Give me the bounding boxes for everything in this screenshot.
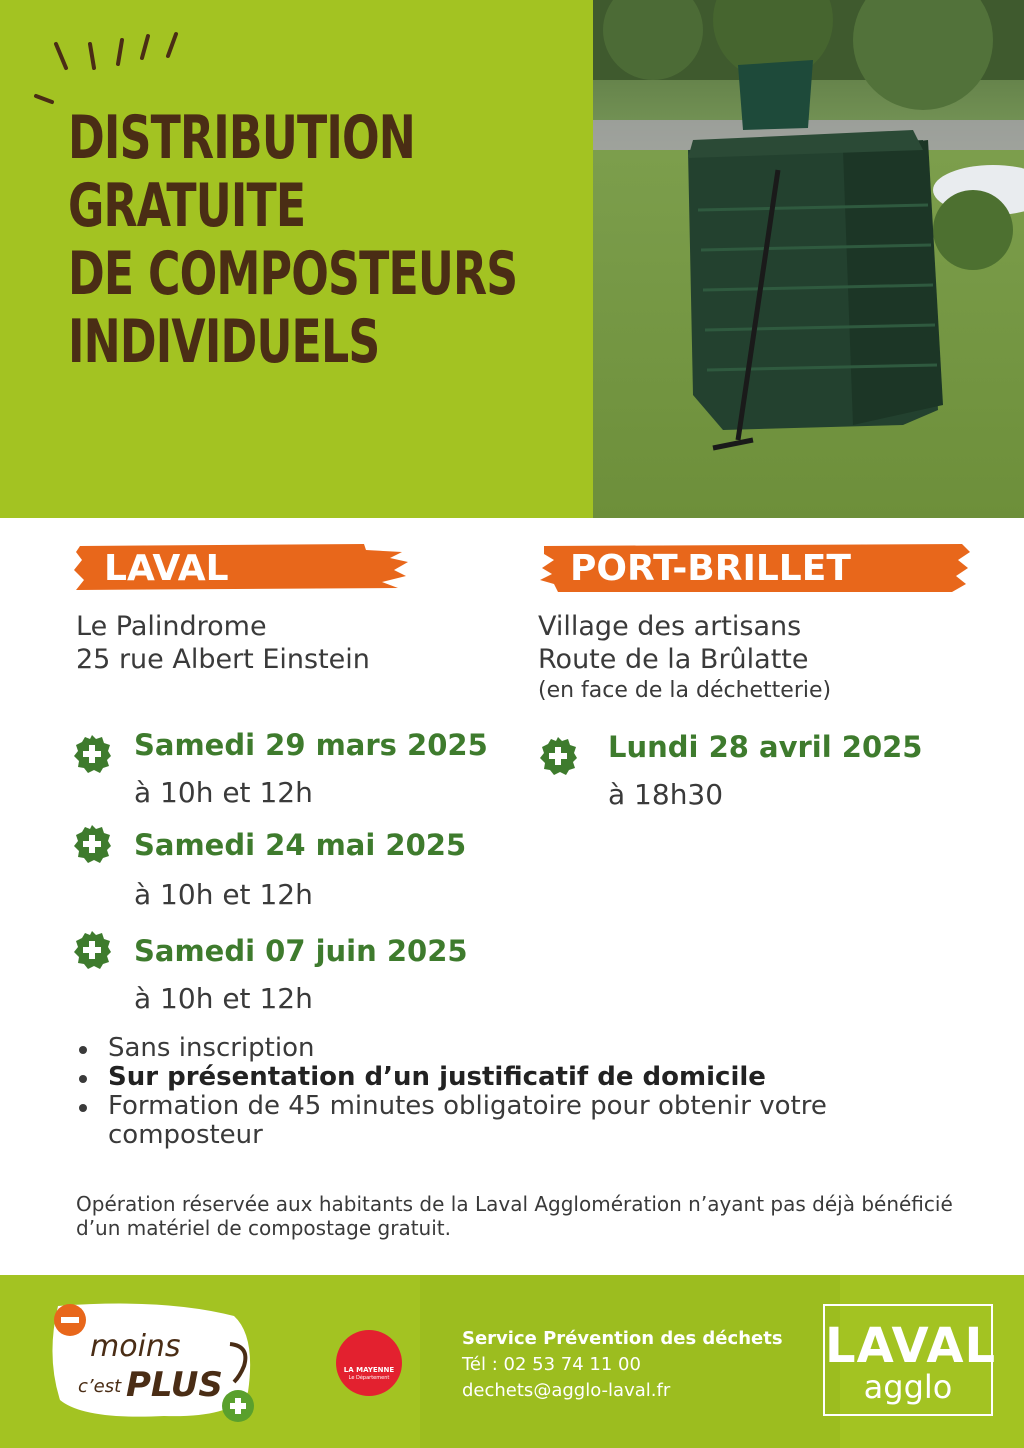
page-title [68,104,616,376]
tag-port-brillet [538,540,972,596]
contact-block [462,1326,783,1404]
date-title: Samedi 29 mars 2025 [134,728,488,762]
address-line: Le Palindrome [76,611,267,642]
agglo-top: LAVAL [825,1318,997,1374]
eligibility-note: Opération réservée aux habitants de la Laval Agglomération n’ayant pas déjà bénéficié d’un matériel de compostage gratuit. [76,1192,953,1240]
conditions-list [76,1034,956,1150]
plus-icon [72,734,112,774]
laval-address [76,610,370,676]
address-line: Route de la Brûlatte [538,644,809,675]
address-note: (en face de la déchetterie) [538,678,832,703]
contact-phone[interactable]: Tél : 02 53 74 11 00 [462,1354,641,1375]
date-time: à 10h et 12h [134,776,313,809]
port-brillet-address [538,610,831,706]
plus-icon [72,930,112,970]
date-title: Samedi 24 mai 2025 [134,828,467,862]
date-time: à 18h30 [608,778,724,811]
date-title: Lundi 28 avril 2025 [608,730,923,764]
logo-cest-text: c’est [78,1376,122,1397]
contact-email[interactable]: dechets@agglo-laval.fr [462,1380,671,1401]
title-line: DISTRIBUTION [68,103,415,173]
dept-name: LA MAYENNE [343,1366,395,1374]
list-item: Sur présentation d’un justificatif de domicile [76,1063,956,1092]
tag-label: PORT-BRILLET [570,547,851,589]
compost-bin-photo [593,0,1024,518]
laval-agglo-logo [823,1304,997,1416]
address-line: 25 rue Albert Einstein [76,644,370,675]
la-mayenne-logo [336,1330,402,1396]
logo-plus-text: PLUS [126,1365,223,1405]
title-line: GRATUITE [68,171,306,241]
title-line: INDIVIDUELS [68,307,380,377]
tag-label: LAVAL [104,547,229,589]
date-time: à 10h et 12h [134,982,313,1015]
list-item: Sans inscription [76,1034,956,1063]
title-line: DE COMPOSTEURS [68,239,518,309]
list-item: Formation de 45 minutes obligatoire pour obtenir votre composteur [76,1092,956,1150]
contact-title: Service Prévention des déchets [462,1328,783,1349]
date-time: à 10h et 12h [134,878,313,911]
tag-laval [72,540,410,596]
address-line: Village des artisans [538,611,802,642]
plus-icon [72,824,112,864]
date-title: Samedi 07 juin 2025 [134,934,468,968]
moins-cest-plus-logo [44,1296,274,1426]
logo-moins-text: moins [90,1329,181,1364]
plus-icon [538,736,578,776]
agglo-bottom: agglo [863,1368,953,1406]
dept-sub: Le Département [348,1375,390,1381]
